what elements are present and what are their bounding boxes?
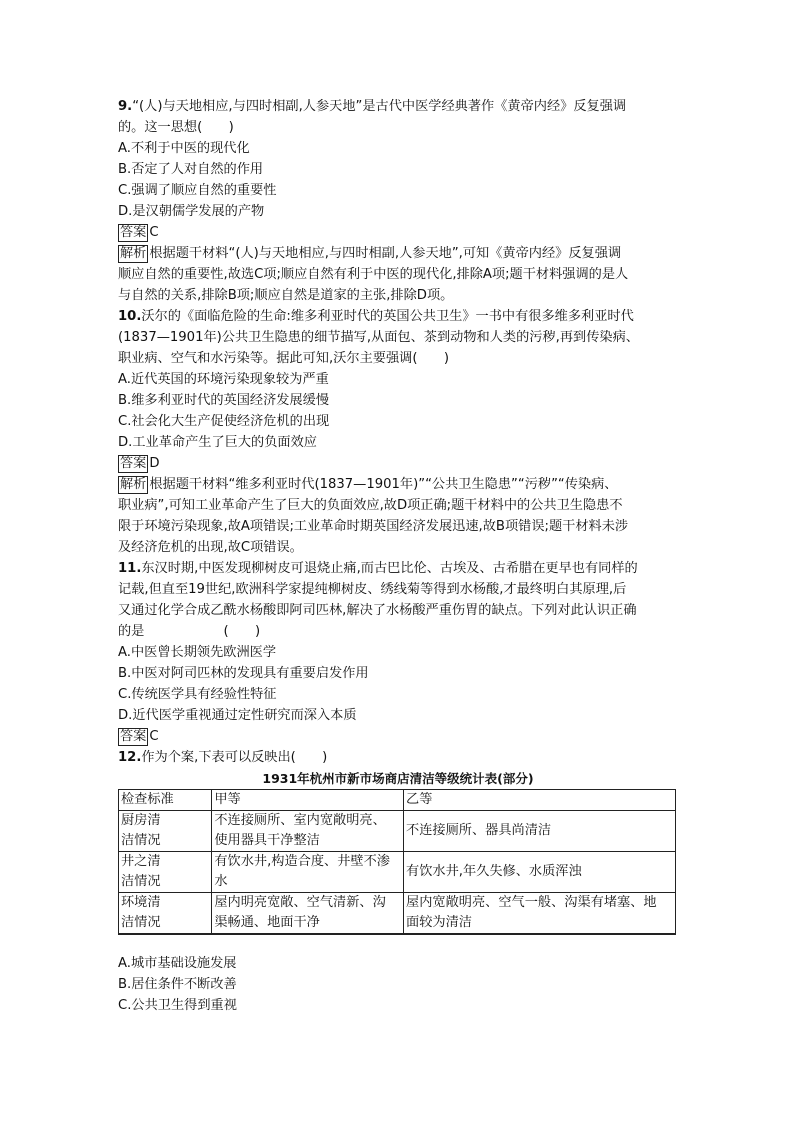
option-a: A.中医曾长期领先欧洲医学 (118, 645, 277, 660)
table-cell: 有饮水井,构造合度、井壁不渗 水 (212, 852, 404, 893)
option-c: C.强调了顺应自然的重要性 (118, 183, 277, 198)
table-cell: 环境清 洁情况 (119, 893, 212, 935)
option-b: B.中医对阿司匹林的发现具有重要启发作用 (118, 666, 369, 681)
table-cell: 不连接厕所、器具尚清洁 (404, 811, 676, 852)
document-page (118, 96, 678, 1016)
table-cell: 井之清 洁情况 (119, 852, 212, 893)
answer-value: D (149, 456, 160, 471)
option-d: D.是汉朝儒学发展的产物 (118, 204, 265, 219)
analysis-line: 及经济危机的出现,故C项错误。 (118, 540, 303, 555)
question-stem-line: 12.作为个案,下表可以反映出( ) (118, 750, 328, 765)
question-stem-line: 10.沃尔的《面临危险的生命:维多利亚时代的英国公共卫生》一书中有很多维多利亚时代 (118, 309, 634, 324)
analysis-line: 与自然的关系,排除B项;顺应自然是道家的主张,排除D项。 (118, 288, 454, 303)
analysis-line: 解析 根据题干材料“(人)与天地相应,与四时相副,人参天地”,可知《黄帝内经》反复强调 (120, 246, 622, 261)
table-row (119, 893, 676, 935)
answer-line (118, 726, 678, 747)
question-stem-line: 11.东汉时期,中医发现柳树皮可退烧止痛,而古巴比伦、古埃及、古希腊在更早也有同样的 (118, 561, 638, 576)
question-stem-line: 记载,但直至19世纪,欧洲科学家提纯柳树皮、绣线菊等得到水杨酸,才最终明白其原理,后 (118, 582, 627, 597)
table-title: 1931年杭州市新市场商店清洁等级统计表(部分) (262, 771, 534, 786)
analysis-tag: 解析 (120, 246, 147, 261)
answer-line (118, 222, 678, 243)
analysis-line: 限于环境污染现象,故A项错误;工业革命时期英国经济发展迅速,故B项错误;题干材料未涉 (118, 519, 629, 534)
table-cell: 厨房清 洁情况 (119, 811, 212, 852)
question-number: 9. (118, 99, 133, 114)
analysis-line: 解析 根据题干材料“维多利亚时代(1837—1901年)”“公共卫生隐患”“污秽”“传染病、 (120, 477, 618, 492)
analysis-line: 顺应自然的重要性,故选C项;顺应自然有利于中医的现代化,排除A项;题干材料强调的是人 (118, 267, 629, 282)
option-b: B.居住条件不断改善 (118, 977, 237, 992)
question-stem-line: 的是 ( ) (118, 624, 261, 639)
table-cell: 不连接厕所、室内宽敞明亮、 使用器具干净整洁 (212, 811, 404, 852)
question-number: 12. (118, 750, 142, 765)
table-row (119, 852, 676, 893)
table-cell: 屋内明亮宽敞、空气清新、沟 渠畅通、地面干净 (212, 893, 404, 935)
answer-tag: 答案 (120, 456, 147, 471)
answer-tag: 答案 (120, 225, 147, 240)
question-stem-line: 的。这一思想( ) (118, 120, 234, 135)
table-header-cell: 甲等 (212, 790, 404, 811)
answer-value: C (149, 729, 159, 744)
analysis-line: 职业病”,可知工业革命产生了巨大的负面效应,故D项正确;题干材料中的公共卫生隐患不 (118, 498, 623, 513)
spacer (118, 935, 678, 953)
question-stem-line: 又通过化学合成乙酰水杨酸即阿司匹林,解决了水杨酸严重伤胃的缺点。下列对此认识正确 (118, 603, 637, 618)
table-header-cell: 检查标准 (119, 790, 212, 811)
table-cell: 屋内宽敞明亮、空气一般、沟渠有堵塞、地 面较为清洁 (404, 893, 676, 935)
option-d: D.近代医学重视通过定性研究而深入本质 (118, 708, 357, 723)
option-c: C.公共卫生得到重视 (118, 998, 237, 1013)
cleanliness-table (118, 789, 676, 935)
question-number: 10. (118, 309, 142, 324)
question-12 (118, 747, 678, 1016)
question-stem-line: 职业病、空气和水污染等。据此可知,沃尔主要强调( ) (118, 351, 449, 366)
option-b: B.维多利亚时代的英国经济发展缓慢 (118, 393, 330, 408)
option-c: C.传统医学具有经验性特征 (118, 687, 277, 702)
option-b: B.否定了人对自然的作用 (118, 162, 264, 177)
question-stem-line: 9.“(人)与天地相应,与四时相副,人参天地”是古代中医学经典著作《黄帝内经》反复强调 (118, 99, 627, 114)
question-number: 11. (118, 561, 142, 576)
answer-value: C (149, 225, 159, 240)
question-9 (118, 96, 678, 306)
table-header-cell: 乙等 (404, 790, 676, 811)
option-a: A.不利于中医的现代化 (118, 141, 250, 156)
analysis-tag: 解析 (120, 477, 147, 492)
table-header-row (119, 790, 676, 811)
question-11 (118, 558, 678, 747)
option-a: A.近代英国的环境污染现象较为严重 (118, 372, 329, 387)
option-d: D.工业革命产生了巨大的负面效应 (118, 435, 317, 450)
option-a: A.城市基础设施发展 (118, 956, 237, 971)
answer-line (118, 453, 678, 474)
question-stem-line: (1837—1901年)公共卫生隐患的细节描写,从面包、茶到动物和人类的污秽,再到传染病、 (118, 330, 639, 345)
table-row (119, 811, 676, 852)
answer-tag: 答案 (120, 729, 147, 744)
question-10 (118, 306, 678, 558)
option-c: C.社会化大生产促使经济危机的出现 (118, 414, 330, 429)
table-cell: 有饮水井,年久失修、水质浑浊 (404, 852, 676, 893)
